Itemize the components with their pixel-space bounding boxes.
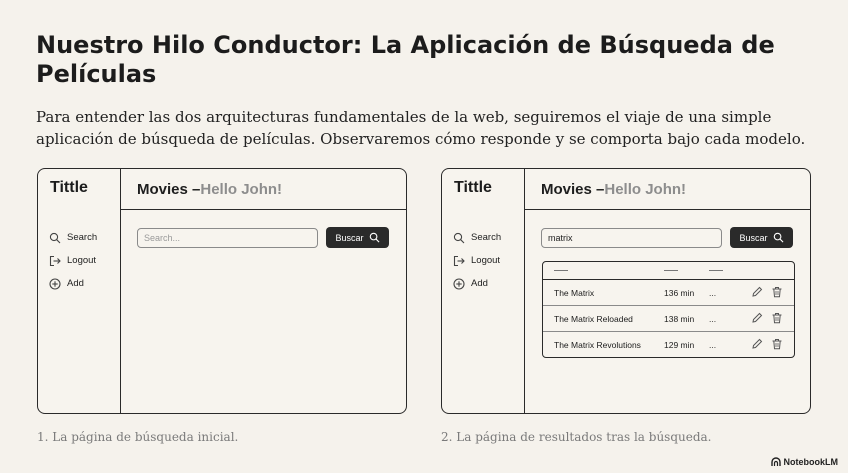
intro-paragraph: Para entender las dos arquitecturas fundamentales de la web, seguiremos el viaje de una simple aplicación de búsqueda de películas. Observaremos cómo responde y se comporta bajo cada modelo. [36, 108, 806, 148]
search-input[interactable] [137, 228, 318, 248]
trash-icon[interactable] [771, 338, 783, 350]
search-bar [541, 227, 793, 248]
sidebar-item-label: Search [67, 232, 98, 243]
table-row[interactable] [543, 332, 794, 358]
wireframe-search-results [441, 168, 811, 414]
movie-more: ... [709, 288, 717, 298]
caption-results: 2. La página de resultados tras la búsqueda. [441, 430, 712, 444]
sidebar-item-search[interactable] [453, 226, 501, 249]
sidebar-item-add[interactable] [49, 272, 97, 295]
edit-icon[interactable] [751, 286, 763, 298]
sidebar-item-add[interactable] [453, 272, 501, 295]
page-header [121, 169, 406, 210]
sidebar [38, 169, 121, 413]
search-button-label: Buscar [335, 232, 364, 243]
sidebar-item-label: Logout [67, 255, 97, 266]
sidebar-item-label: Add [471, 278, 488, 289]
edit-icon[interactable] [751, 312, 763, 324]
search-icon [453, 232, 465, 244]
search-icon [49, 232, 61, 244]
movie-more: ... [709, 340, 717, 350]
sidebar-item-label: Search [471, 232, 502, 243]
header-greeting: Hello John! [604, 180, 687, 198]
header-placeholder-dash [664, 270, 678, 271]
table-row[interactable] [543, 306, 794, 332]
sidebar-item-label: Add [67, 278, 84, 289]
results-table [542, 261, 795, 358]
header-greeting: Hello John! [200, 180, 283, 198]
search-button[interactable] [326, 227, 389, 248]
app-title: Tittle [50, 179, 88, 196]
add-icon [49, 278, 61, 290]
sidebar-item-logout[interactable] [49, 249, 97, 272]
header-movies: Movies – [541, 180, 605, 198]
header-placeholder-dash [554, 270, 568, 271]
movie-duration: 136 min [664, 288, 695, 298]
movie-title: The Matrix [554, 288, 595, 298]
search-icon [773, 232, 784, 243]
results-table-header [543, 262, 794, 280]
app-title: Tittle [454, 179, 492, 196]
wireframe-initial-search [37, 168, 407, 414]
header-movies: Movies – [137, 180, 201, 198]
page-header [525, 169, 810, 210]
add-icon [453, 278, 465, 290]
search-button[interactable] [730, 227, 793, 248]
notebooklm-logo-icon [771, 457, 781, 467]
sidebar-item-label: Logout [471, 255, 501, 266]
movie-more: ... [709, 314, 717, 324]
caption-initial: 1. La página de búsqueda inicial. [37, 430, 239, 444]
trash-icon[interactable] [771, 312, 783, 324]
search-button-label: Buscar [739, 232, 768, 243]
brand-logo [771, 457, 839, 467]
sidebar-nav [453, 226, 501, 295]
sidebar-item-logout[interactable] [453, 249, 501, 272]
search-icon [369, 232, 380, 243]
movie-title: The Matrix Revolutions [554, 340, 641, 350]
movie-duration: 129 min [664, 340, 695, 350]
logout-icon [49, 255, 61, 267]
header-placeholder-dash [709, 270, 723, 271]
edit-icon[interactable] [751, 338, 763, 350]
slide-title: Nuestro Hilo Conductor: La Aplicación de Búsqueda de Películas [36, 31, 775, 88]
sidebar-item-search[interactable] [49, 226, 97, 249]
sidebar-nav [49, 226, 97, 295]
movie-title: The Matrix Reloaded [554, 314, 633, 324]
search-input[interactable] [541, 228, 722, 248]
table-row[interactable] [543, 280, 794, 306]
brand-name: NotebookLM [783, 457, 838, 467]
sidebar [442, 169, 525, 413]
search-bar [137, 227, 389, 248]
logout-icon [453, 255, 465, 267]
movie-duration: 138 min [664, 314, 695, 324]
trash-icon[interactable] [771, 286, 783, 298]
